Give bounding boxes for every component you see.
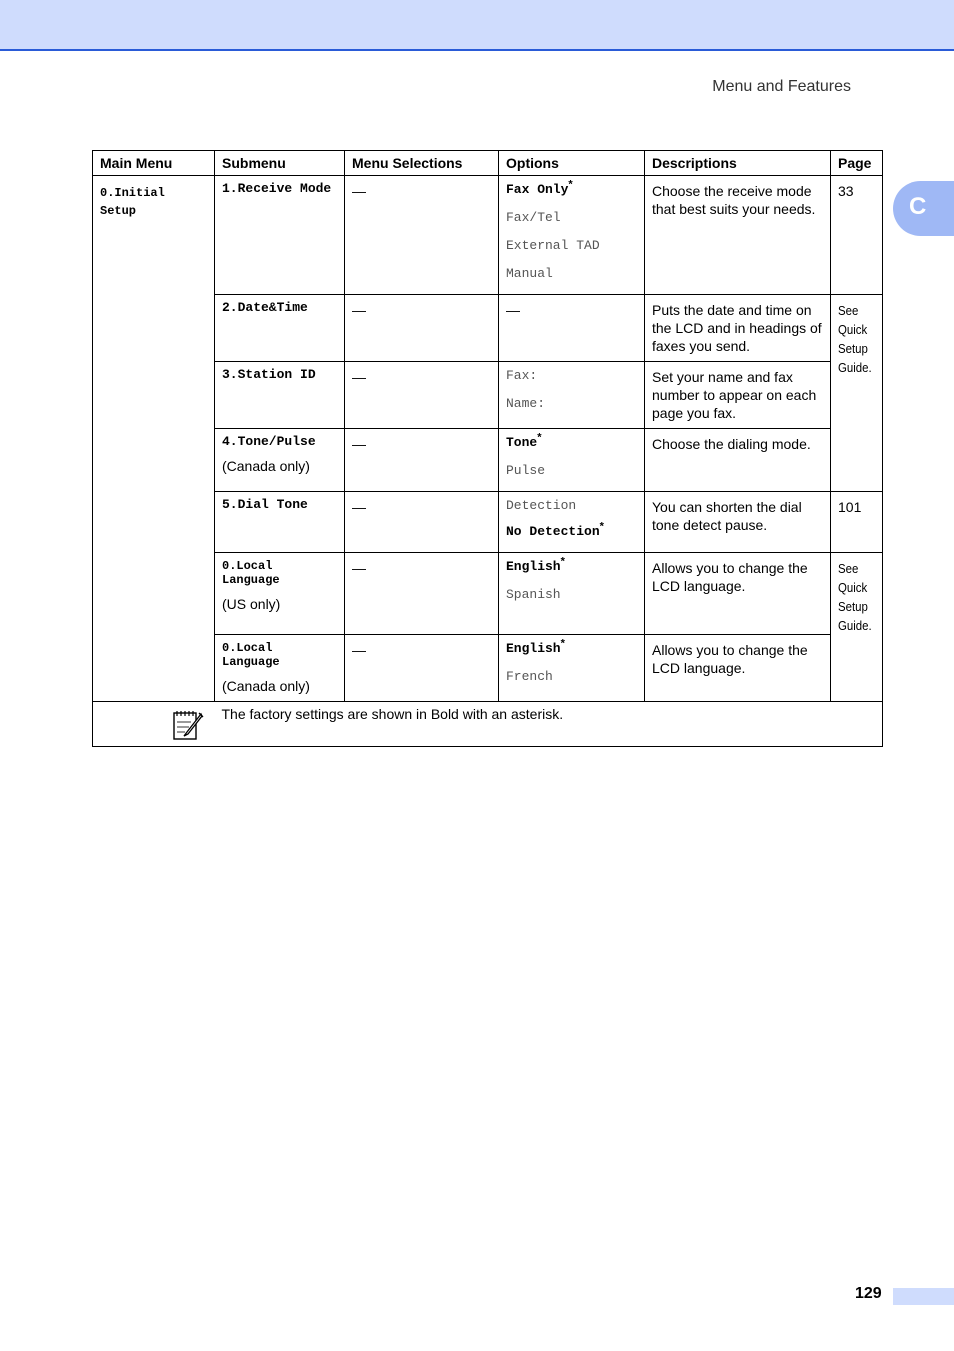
page-reference: See Quick Setup Guide. [838, 561, 872, 633]
options-cell [499, 429, 645, 492]
submenu-label: 0.Local Language [222, 559, 280, 587]
chapter-tab [893, 181, 954, 236]
submenu-cell [215, 553, 345, 635]
page-header-title: Menu and Features [712, 78, 851, 95]
page-cell [831, 295, 883, 492]
options-cell: — [499, 295, 645, 362]
selection-cell: — [345, 553, 499, 635]
submenu-cell [215, 429, 345, 492]
page-cell: 33 [831, 176, 883, 295]
description-cell: Puts the date and time on the LCD and in headings of faxes you send. [645, 295, 831, 362]
note-text: The factory settings are shown in Bold with an asterisk. [215, 702, 883, 747]
table-header-row [93, 151, 883, 176]
description-cell: Allows you to change the LCD language. [645, 553, 831, 635]
column-header: Menu Selections [345, 151, 499, 176]
submenu-cell [215, 176, 345, 295]
options-cell [499, 492, 645, 553]
top-header-band [0, 0, 954, 51]
options-cell [499, 553, 645, 635]
selection-cell: — [345, 176, 499, 295]
option-item: Spanish [506, 587, 561, 602]
selection-cell: — [345, 429, 499, 492]
submenu-cell [215, 635, 345, 702]
column-header: Options [499, 151, 645, 176]
main-menu-cell [93, 176, 215, 702]
page-reference: See Quick Setup Guide. [838, 303, 872, 375]
note-pencil-icon [171, 708, 205, 742]
option-item: English* [506, 637, 565, 656]
selection-cell: — [345, 635, 499, 702]
option-item: External TAD [506, 238, 600, 253]
submenu-label: 4.Tone/Pulse [222, 434, 316, 449]
submenu-note: (US only) [222, 596, 281, 612]
option-item: Manual [506, 266, 553, 281]
page-cell [831, 553, 883, 702]
submenu-cell [215, 362, 345, 429]
column-header: Page [831, 151, 883, 176]
submenu-label: 1.Receive Mode [222, 181, 332, 196]
option-item: Detection [506, 498, 577, 513]
submenu-label: 0.Local Language [222, 641, 280, 669]
main-menu-label: 0.Initial Setup [100, 186, 165, 218]
note-row [93, 702, 883, 747]
footer-band [893, 1288, 954, 1305]
menu-features-table [92, 150, 883, 747]
description-cell: Set your name and fax number to appear on each page you fax. [645, 362, 831, 429]
option-item: French [506, 669, 553, 684]
chapter-letter: C [909, 193, 927, 220]
submenu-cell [215, 492, 345, 553]
options-cell [499, 635, 645, 702]
submenu-label: 3.Station ID [222, 367, 316, 382]
option-item: Pulse [506, 463, 546, 478]
submenu-note: (Canada only) [222, 458, 310, 474]
option-item: No Detection* [506, 520, 604, 539]
column-header: Descriptions [645, 151, 831, 176]
description-cell: Allows you to change the LCD language. [645, 635, 831, 702]
option-item: Tone* [506, 431, 542, 450]
selection-cell: — [345, 295, 499, 362]
column-header: Main Menu [93, 151, 215, 176]
description-cell: Choose the dialing mode. [645, 429, 831, 492]
option-item: Fax Only* [506, 178, 573, 197]
option-item: English* [506, 555, 565, 574]
submenu-note: (Canada only) [222, 678, 310, 694]
selection-cell: — [345, 492, 499, 553]
submenu-label: 2.Date&Time [222, 300, 308, 315]
options-cell [499, 362, 645, 429]
table-row [93, 176, 883, 295]
options-cell [499, 176, 645, 295]
option-item: Name: [506, 396, 546, 411]
page-cell: 101 [831, 492, 883, 553]
description-cell: Choose the receive mode that best suits your needs. [645, 176, 831, 295]
description-cell: You can shorten the dial tone detect pause. [645, 492, 831, 553]
page-number: 129 [855, 1285, 882, 1302]
option-item: Fax/Tel [506, 210, 561, 225]
submenu-cell [215, 295, 345, 362]
option-item: Fax: [506, 368, 538, 383]
submenu-label: 5.Dial Tone [222, 497, 308, 512]
note-icon-cell [93, 702, 215, 747]
selection-cell: — [345, 362, 499, 429]
column-header: Submenu [215, 151, 345, 176]
